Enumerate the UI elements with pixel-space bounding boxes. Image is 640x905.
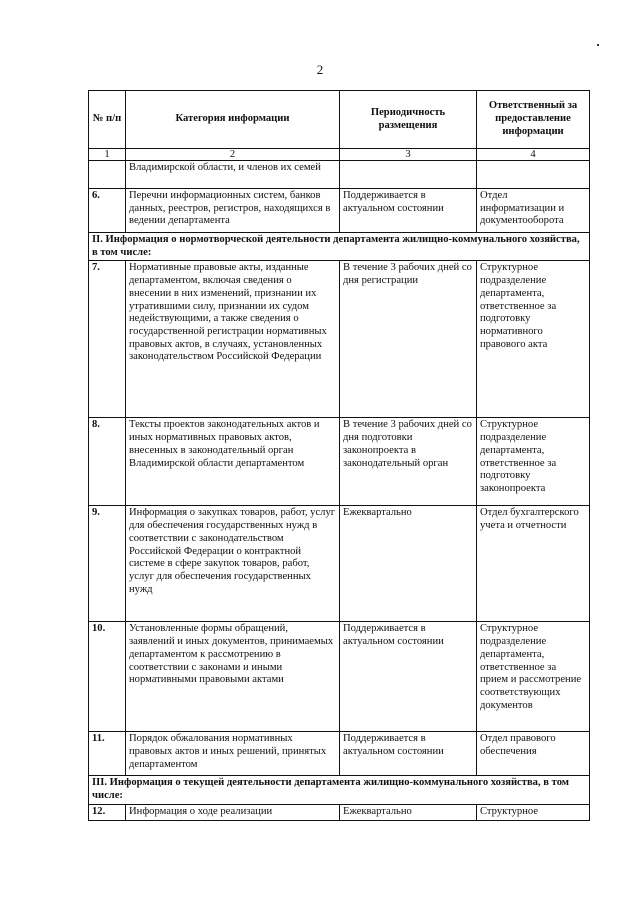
row-period: В течение 3 рабочих дней со дня подготовки законопроекта в законодательный орган [340,418,477,506]
row-number [89,161,126,189]
row-category: Перечни информационных систем, банков данных, реестров, регистров, находящихся в ведении департамента [126,189,340,233]
row-responsible: Структурное подразделение департамента, ответственное за подготовку нормативного правового акта [477,261,590,418]
row-responsible: Отдел правового обеспечения [477,732,590,776]
row-period: Ежеквартально [340,804,477,820]
row-number: 7. [89,261,126,418]
table-row [89,418,590,506]
row-responsible: Структурное [477,804,590,820]
row-number: 8. [89,418,126,506]
row-period: Поддерживается в актуальном состоянии [340,189,477,233]
header-period: Периодичность размещения [340,91,477,149]
row-category: Установленные формы обращений, заявлений и иных документов, принимаемых департаментом к рассмотрению в соответствии с законами и иными нормативными правовыми актами [126,622,340,732]
section-heading: III. Информация о текущей деятельности департамента жилищно-коммунального хозяйства, в том числе: [89,776,590,804]
column-number-row [89,149,590,161]
row-responsible: Отдел информатизации и документооборота [477,189,590,233]
table-header-row [89,91,590,149]
row-responsible: Структурное подразделение департамента, ответственное за подготовку законопроекта [477,418,590,506]
table-row [89,161,590,189]
row-period [340,161,477,189]
row-number: 10. [89,622,126,732]
row-period: В течение 3 рабочих дней со дня регистрации [340,261,477,418]
row-responsible: Отдел бухгалтерского учета и отчетности [477,506,590,622]
table-row [89,506,590,622]
row-category: Владимирской области, и членов их семей [126,161,340,189]
row-number: 11. [89,732,126,776]
section-row [89,776,590,804]
table-row [89,732,590,776]
header-number: № п/п [89,91,126,149]
table-row [89,622,590,732]
row-category: Тексты проектов законодательных актов и иных нормативных правовых актов, внесенных в законодательный орган Владимирской области департаментом [126,418,340,506]
row-category: Порядок обжалования нормативных правовых актов и иных решений, принятых департаментом [126,732,340,776]
section-heading: II. Информация о нормотворческой деятельности департамента жилищно-коммунального хозяйства, в том числе: [89,233,590,261]
row-number: 6. [89,189,126,233]
row-period: Ежеквартально [340,506,477,622]
table-row [89,189,590,233]
information-table [88,90,590,821]
row-period: Поддерживается в актуальном состоянии [340,622,477,732]
column-number: 4 [477,149,590,161]
row-category: Информация о ходе реализации [126,804,340,820]
row-responsible [477,161,590,189]
section-row [89,233,590,261]
column-number: 2 [126,149,340,161]
row-number: 9. [89,506,126,622]
scan-dot [597,44,599,46]
header-responsible: Ответственный за предоставление информации [477,91,590,149]
row-responsible: Структурное подразделение департамента, ответственное за прием и рассмотрение соответствующих документов [477,622,590,732]
table-row [89,804,590,820]
row-category: Нормативные правовые акты, изданные департаментом, включая сведения о внесении в них изменений, признании их утратившими силу, признании их судом недействующими, а также сведения о государственной регистрации нормативных правовых актов, в случаях, установленных законодательством Российской Федерации [126,261,340,418]
row-period: Поддерживается в актуальном состоянии [340,732,477,776]
table-row [89,261,590,418]
header-category: Категория информации [126,91,340,149]
row-number: 12. [89,804,126,820]
column-number: 3 [340,149,477,161]
row-category: Информация о закупках товаров, работ, услуг для обеспечения государственных нужд в соответствии с законодательством Российской Федерации о контрактной системе в сфере закупок товаров, работ, услуг для обеспечения государственных нужд [126,506,340,622]
column-number: 1 [89,149,126,161]
page-number: 2 [316,62,324,77]
